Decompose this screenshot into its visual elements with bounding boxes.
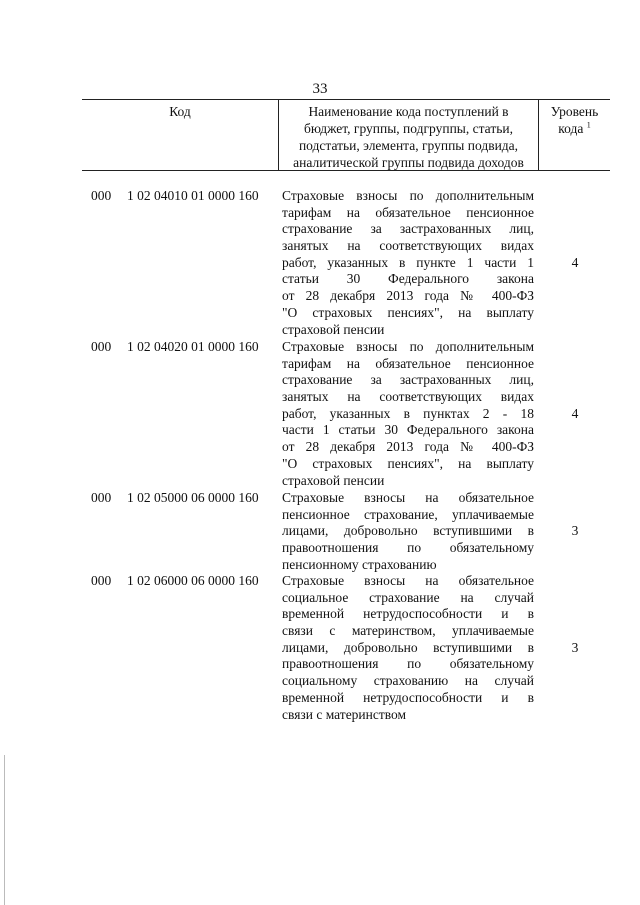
header-level (539, 100, 610, 170)
revenue-name-line: пенсионному страхованию (282, 556, 437, 572)
revenue-name-line: тарифам на обязательное пенсионное (282, 355, 534, 371)
revenue-name-line: страховой пенсии (282, 321, 385, 337)
revenue-name-line: страхование за застрахованных лиц, (282, 221, 534, 237)
revenue-name (282, 573, 534, 723)
revenue-code: 1 02 04010 01 0000 160 (127, 188, 259, 203)
revenue-name (282, 188, 534, 338)
revenue-name-line: от 28 декабря 2013 года № 400-ФЗ (282, 439, 534, 455)
revenue-name-line: занятых на соответствующих видах (282, 389, 534, 405)
header-name (279, 100, 539, 170)
revenue-name-line: правоотношения по обязательному (282, 656, 534, 672)
revenue-name-line: работ, указанных в пунктах 2 - 18 (282, 405, 534, 421)
revenue-name-line: правоотношения по обязательному (282, 540, 534, 556)
revenue-name-line: временной нетрудоспособности и в (282, 606, 534, 622)
header-level-text: кода (558, 121, 584, 136)
revenue-name-line: лицами, добровольно вступившими в (282, 639, 534, 655)
page-number: 33 (312, 81, 328, 97)
revenue-name-line: статьи 30 Федерального закона (282, 271, 534, 287)
revenue-name-line: работ, указанных в пункте 1 части 1 (282, 254, 534, 270)
revenue-name-line: страхование за застрахованных лиц, (282, 372, 534, 388)
revenue-name-line: Страховые взносы по дополнительным (282, 188, 534, 203)
revenue-name-line: пенсионное страхование, уплачиваемые (282, 506, 534, 522)
admin-code: 000 (91, 490, 112, 505)
header-name-line: бюджет, группы, подгруппы, статьи, (304, 121, 513, 136)
revenue-name-line: страховой пенсии (282, 472, 385, 488)
admin-code: 000 (91, 339, 112, 354)
revenue-code: 1 02 06000 06 0000 160 (127, 573, 259, 588)
code-level: 3 (571, 639, 579, 655)
admin-code: 000 (91, 573, 112, 588)
revenue-name (282, 339, 534, 489)
revenue-name-line: связи с материнством (282, 706, 407, 722)
revenue-name-line: "О страховых пенсиях", на выплату (282, 455, 534, 471)
revenue-name-line: от 28 декабря 2013 года № 400-ФЗ (282, 288, 534, 304)
header-level-line: Уровень (550, 104, 599, 119)
revenue-name-line: временной нетрудоспособности и в (282, 689, 534, 705)
revenue-code: 1 02 05000 06 0000 160 (127, 490, 259, 505)
footnote-marker: 1 (586, 120, 591, 130)
revenue-code: 1 02 04020 01 0000 160 (127, 339, 259, 354)
revenue-name (282, 490, 534, 573)
header-name-line: аналитической группы подвида доходов (293, 155, 524, 170)
header-level-line (539, 120, 610, 137)
scan-artifact-line (4, 755, 5, 905)
revenue-name-line: Страховые взносы на обязательное (282, 573, 534, 588)
revenue-name-line: социальное страхование на случай (282, 589, 534, 605)
revenue-name-line: социальному страхованию на случай (282, 673, 534, 689)
code-level: 3 (571, 523, 579, 539)
table-header (82, 99, 610, 171)
revenue-name-line: связи с материнством, уплачиваемые (282, 623, 534, 639)
revenue-name-line: тарифам на обязательное пенсионное (282, 204, 534, 220)
code-level: 4 (571, 405, 579, 421)
revenue-name-line: Страховые взносы на обязательное (282, 490, 534, 505)
code-level: 4 (571, 254, 579, 270)
revenue-name-line: "О страховых пенсиях", на выплату (282, 304, 534, 320)
header-code: Код (82, 100, 279, 170)
revenue-name-line: лицами, добровольно вступившими в (282, 523, 534, 539)
header-name-line: подстатьи, элемента, группы подвида, (298, 138, 519, 153)
revenue-name-line: занятых на соответствующих видах (282, 238, 534, 254)
header-name-line: Наименование кода поступлений в (308, 104, 509, 119)
revenue-name-line: Страховые взносы по дополнительным (282, 339, 534, 354)
admin-code: 000 (91, 188, 112, 203)
revenue-name-line: части 1 статьи 30 Федерального закона (282, 422, 534, 438)
